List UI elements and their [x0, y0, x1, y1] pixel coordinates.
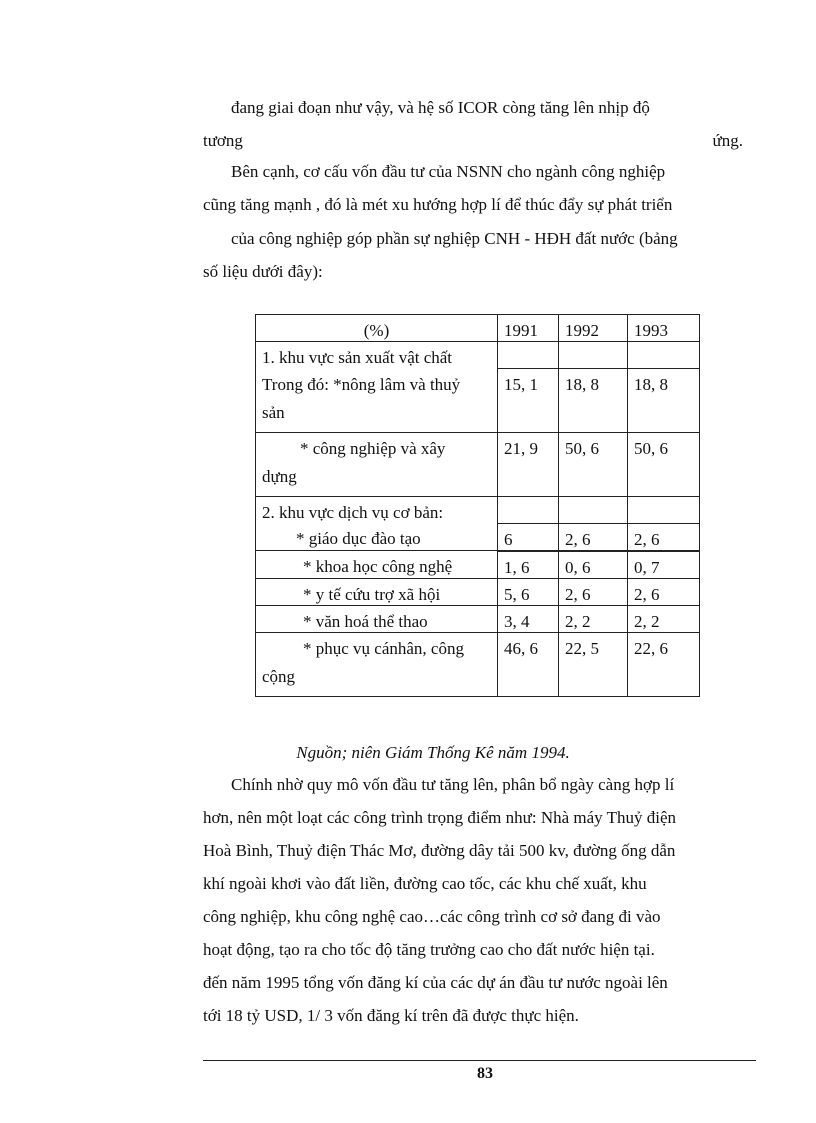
table-label-cell — [256, 369, 498, 433]
table-value-cell: 3, 4 — [498, 605, 559, 632]
paragraph2-line3: của công nghiệp góp phần sự nghiệp CNH - HĐH đất nước (bảng — [231, 229, 678, 248]
table-row — [256, 632, 700, 696]
table-value-cell: 22, 5 — [559, 632, 628, 696]
table-value-cell: 6 — [498, 523, 559, 551]
paragraph3-line5: công nghiệp, khu công nghệ cao…các công trình cơ sở đang đi vào — [203, 907, 661, 926]
row-label-continuation: dựng — [262, 466, 297, 486]
page-number: 83 — [477, 1065, 493, 1082]
table-label-cell — [256, 632, 498, 696]
table-value-cell — [559, 342, 628, 369]
table-label-cell: 2. khu vực dịch vụ cơ bản: — [256, 496, 498, 523]
table-value-cell: 2, 6 — [559, 523, 628, 551]
table-value-cell — [498, 342, 559, 369]
table-header-cell: 1991 — [498, 315, 559, 342]
table-value-cell — [628, 342, 700, 369]
table-value-cell: 2, 2 — [559, 605, 628, 632]
paragraph3-line2: hơn, nên một loạt các công trình trọng điểm như: Nhà máy Thuỷ điện — [203, 808, 677, 827]
table-header-cell: 1992 — [559, 315, 628, 342]
table-row — [256, 369, 700, 433]
table-value-cell: 18, 8 — [628, 369, 700, 433]
table-label-cell: * văn hoá thể thao — [256, 605, 498, 632]
table-label-cell — [256, 432, 498, 496]
table-value-cell: 21, 9 — [498, 432, 559, 496]
table-caption: Nguồn; niên Giám Thống Kê năm 1994. — [296, 743, 570, 762]
table-row — [256, 578, 700, 605]
table-row — [256, 523, 700, 551]
table-row — [256, 551, 700, 579]
table-label-cell: * khoa học công nghệ — [256, 551, 498, 579]
table-value-cell: 2, 2 — [628, 605, 700, 632]
table-value-cell: 46, 6 — [498, 632, 559, 696]
table-row — [256, 432, 700, 496]
table-value-cell — [498, 496, 559, 523]
table-value-cell: 5, 6 — [498, 578, 559, 605]
table-value-cell: 15, 1 — [498, 369, 559, 433]
table-row — [256, 605, 700, 632]
table-header-cell: 1993 — [628, 315, 700, 342]
table-value-cell — [559, 496, 628, 523]
table-value-cell: 50, 6 — [628, 432, 700, 496]
table-label-cell: * giáo dục đào tạo — [256, 523, 498, 551]
paragraph1-line2 — [203, 131, 743, 151]
table-header-cell: (%) — [256, 315, 498, 342]
table-value-cell: 0, 6 — [559, 551, 628, 579]
paragraph3-line1: Chính nhờ quy mô vốn đầu tư tăng lên, phân bổ ngày càng hợp lí — [231, 775, 675, 794]
table-value-cell: 2, 6 — [628, 523, 700, 551]
paragraph3-line4: khí ngoài khơi vào đất liền, đường cao tốc, các khu chế xuất, khu — [203, 874, 647, 893]
table-value-cell: 0, 7 — [628, 551, 700, 579]
paragraph2-line2: cũng tăng mạnh , đó là mét xu hướng hợp lí để thúc đẩy sự phát triển — [203, 195, 673, 214]
paragraph1-line1: đang giai đoạn như vậy, và hệ số ICOR còng tăng lên nhịp độ — [231, 98, 650, 117]
table-value-cell: 50, 6 — [559, 432, 628, 496]
table-value-cell: 2, 6 — [628, 578, 700, 605]
row-label-text: * công nghiệp và xây — [300, 438, 446, 458]
paragraph2-line1: Bên cạnh, cơ cấu vốn đầu tư của NSNN cho ngành công nghiệp — [231, 162, 666, 181]
table-value-cell: 22, 6 — [628, 632, 700, 696]
paragraph3-line6: hoạt động, tạo ra cho tốc độ tăng trưởng cao cho đất nước hiện tại. — [203, 940, 655, 959]
paragraph2-line4: số liệu dưới đây): — [203, 262, 323, 281]
table-value-cell — [628, 496, 700, 523]
paragraph3-line7: đến năm 1995 tổng vốn đăng kí của các dự án đầu tư nước ngoài lên — [203, 973, 668, 992]
table-row — [256, 342, 700, 369]
table-label-cell: 1. khu vực sản xuất vật chất — [256, 342, 498, 369]
paragraph1-line2-left: tương — [203, 131, 243, 150]
paragraph1-line2-right: ứng. — [712, 131, 743, 150]
row-label: * phục vụ cánhân, công — [303, 638, 464, 658]
paragraph3-line8: tới 18 tỷ USD, 1/ 3 vốn đăng kí trên đã được thực hiện. — [203, 1006, 579, 1025]
row-label: Trong đó: *nông lâm và thuỷ — [262, 374, 461, 394]
table-label-cell: * y tế cứu trợ xã hội — [256, 578, 498, 605]
data-table — [255, 314, 700, 697]
table-row — [256, 496, 700, 523]
row-label — [262, 439, 491, 459]
row-label-continuation: cộng — [262, 666, 296, 686]
row-label-continuation: sản — [262, 402, 285, 422]
table-header-row — [256, 315, 700, 342]
table-value-cell: 2, 6 — [559, 578, 628, 605]
table-value-cell: 1, 6 — [498, 551, 559, 579]
footer-rule — [203, 1060, 756, 1061]
paragraph3-line3: Hoà Bình, Thuỷ điện Thác Mơ, đường dây tải 500 kv, đường ống dẫn — [203, 841, 676, 860]
table-value-cell: 18, 8 — [559, 369, 628, 433]
